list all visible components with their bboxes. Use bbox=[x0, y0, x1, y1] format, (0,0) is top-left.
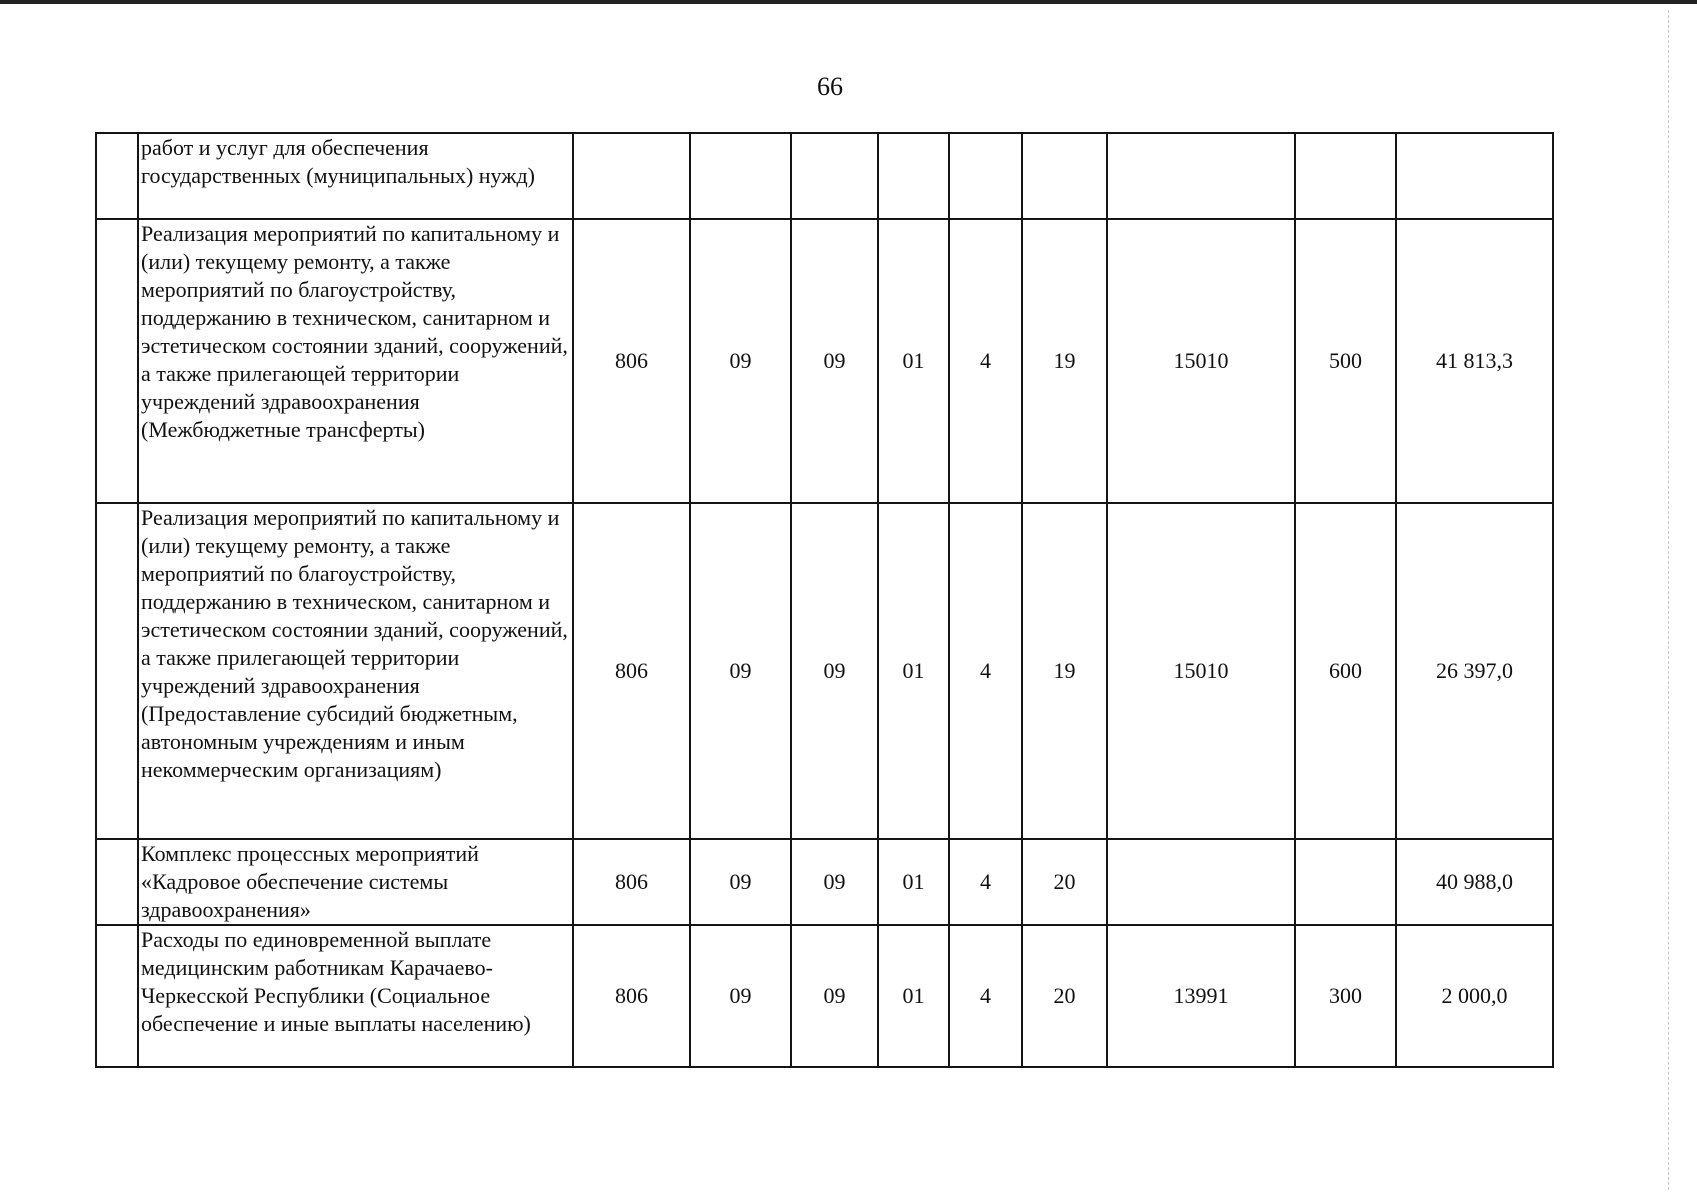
ministry-code-cell: 806 bbox=[573, 839, 690, 925]
subsection-code-cell: 09 bbox=[791, 503, 878, 839]
subprogram-type-cell: 4 bbox=[949, 925, 1022, 1067]
description-cell: Реализация мероприятий по капитальному и (или) текущему ремонту, а также мероприятий по благоустройству, поддержанию в техническом, санитарном и эстетическом состоянии зданий, сооружений, а также прилегающей территории учреждений здравоохранения (Межбюджетные трансферты) bbox=[138, 219, 573, 503]
section-code-cell: 09 bbox=[690, 839, 791, 925]
subprogram-code-cell: 20 bbox=[1022, 925, 1107, 1067]
subprogram-code-cell: 20 bbox=[1022, 839, 1107, 925]
row-number-cell bbox=[96, 839, 138, 925]
program-code-cell: 01 bbox=[878, 219, 949, 503]
row-number-cell bbox=[96, 133, 138, 219]
program-code-cell: 01 bbox=[878, 925, 949, 1067]
ministry-code-cell: 806 bbox=[573, 925, 690, 1067]
direction-code-cell: 13991 bbox=[1107, 925, 1295, 1067]
subprogram-code-cell bbox=[1022, 133, 1107, 219]
subsection-code-cell: 09 bbox=[791, 219, 878, 503]
subprogram-code-cell: 19 bbox=[1022, 503, 1107, 839]
expense-type-cell: 300 bbox=[1295, 925, 1396, 1067]
subsection-code-cell bbox=[791, 133, 878, 219]
page-number: 66 bbox=[817, 72, 843, 101]
program-code-cell: 01 bbox=[878, 503, 949, 839]
direction-code-cell: 15010 bbox=[1107, 503, 1295, 839]
ministry-code-cell: 806 bbox=[573, 219, 690, 503]
subprogram-type-cell: 4 bbox=[949, 219, 1022, 503]
subprogram-type-cell: 4 bbox=[949, 503, 1022, 839]
section-code-cell bbox=[690, 133, 791, 219]
expense-type-cell bbox=[1295, 839, 1396, 925]
description-cell: Комплекс процессных мероприятий «Кадровое обеспечение системы здравоохранения» bbox=[138, 839, 573, 925]
top-border-line bbox=[0, 0, 1697, 4]
expense-type-cell: 600 bbox=[1295, 503, 1396, 839]
section-code-cell: 09 bbox=[690, 925, 791, 1067]
direction-code-cell: 15010 bbox=[1107, 219, 1295, 503]
row-number-cell bbox=[96, 219, 138, 503]
subprogram-type-cell bbox=[949, 133, 1022, 219]
direction-code-cell bbox=[1107, 839, 1295, 925]
expense-type-cell bbox=[1295, 133, 1396, 219]
section-code-cell: 09 bbox=[690, 503, 791, 839]
amount-cell: 41 813,3 bbox=[1396, 219, 1553, 503]
amount-cell: 40 988,0 bbox=[1396, 839, 1553, 925]
subsection-code-cell: 09 bbox=[791, 925, 878, 1067]
ministry-code-cell bbox=[573, 133, 690, 219]
row-number-cell bbox=[96, 925, 138, 1067]
amount-cell: 2 000,0 bbox=[1396, 925, 1553, 1067]
description-cell: Реализация мероприятий по капитальному и (или) текущему ремонту, а также мероприятий по благоустройству, поддержанию в техническом, санитарном и эстетическом состоянии зданий, сооружений, а также прилегающей территории учреждений здравоохранения (Предоставление субсидий бюджетным, автономным учреждениям и иным некоммерческим организациям) bbox=[138, 503, 573, 839]
description-cell: работ и услуг для обеспечения государственных (муниципальных) нужд) bbox=[138, 133, 573, 219]
description-cell: Расходы по единовременной выплате медицинским работникам Карачаево-Черкесской Республики (Социальное обеспечение и иные выплаты населению) bbox=[138, 925, 573, 1067]
table-row bbox=[96, 503, 1553, 839]
program-code-cell bbox=[878, 133, 949, 219]
row-number-cell bbox=[96, 503, 138, 839]
ministry-code-cell: 806 bbox=[573, 503, 690, 839]
table-row bbox=[96, 133, 1553, 219]
section-code-cell: 09 bbox=[690, 219, 791, 503]
expense-type-cell: 500 bbox=[1295, 219, 1396, 503]
subprogram-code-cell: 19 bbox=[1022, 219, 1107, 503]
budget-table bbox=[95, 132, 1554, 1068]
table-row bbox=[96, 925, 1553, 1067]
table-row bbox=[96, 839, 1553, 925]
amount-cell: 26 397,0 bbox=[1396, 503, 1553, 839]
subprogram-type-cell: 4 bbox=[949, 839, 1022, 925]
table-row bbox=[96, 219, 1553, 503]
subsection-code-cell: 09 bbox=[791, 839, 878, 925]
amount-cell bbox=[1396, 133, 1553, 219]
scan-edge-line bbox=[1668, 10, 1669, 1190]
direction-code-cell bbox=[1107, 133, 1295, 219]
program-code-cell: 01 bbox=[878, 839, 949, 925]
